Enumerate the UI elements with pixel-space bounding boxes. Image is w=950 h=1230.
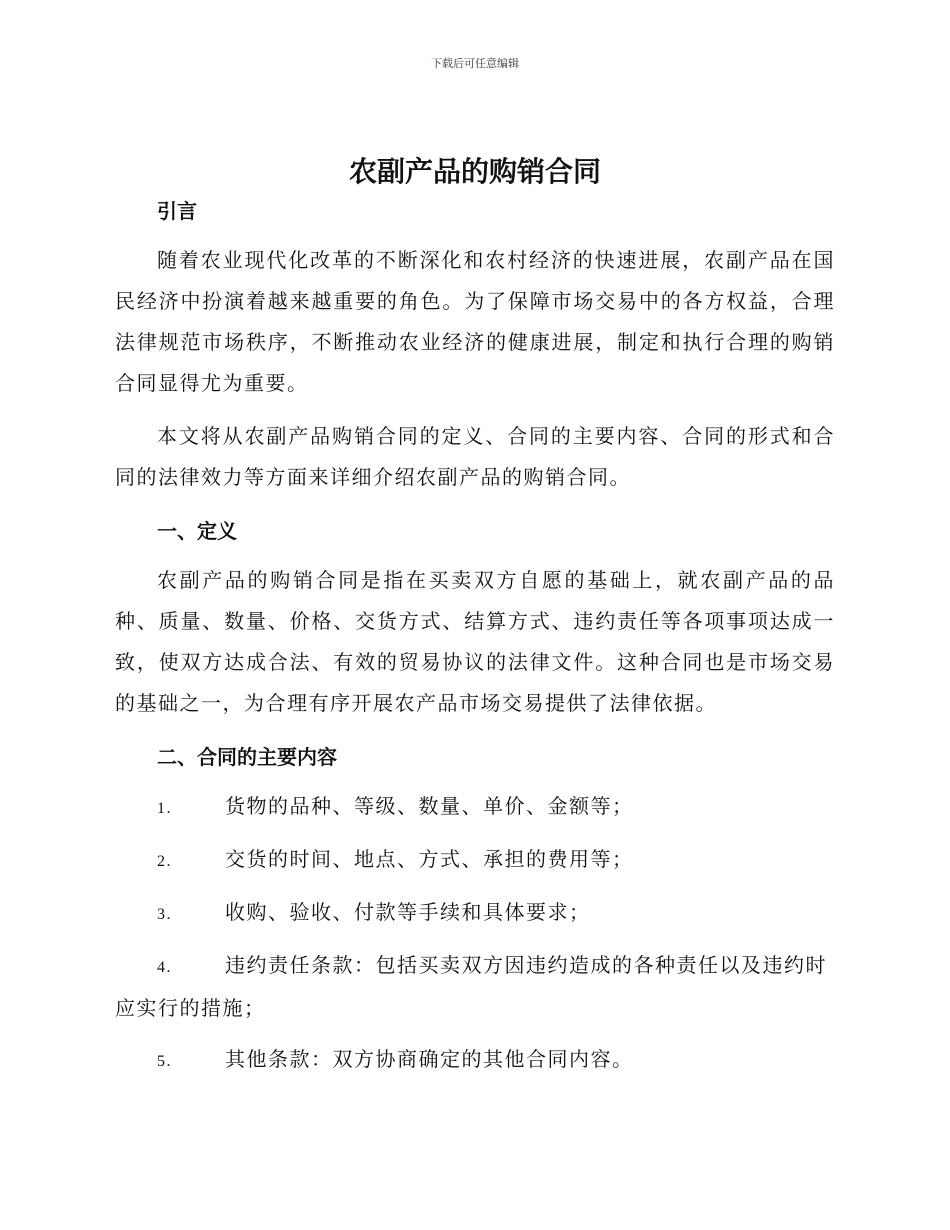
list-item (115, 786, 835, 829)
intro-paragraph-1: 随着农业现代化改革的不断深化和农村经济的快速进展，农副产品在国民经济中扮演着越来越重要的角色。为了保障市场交易中的各方权益，合理法律规范市场秩序，不断推动农业经济的健康进展，制定和执行合理的购销合同显得尤为重要。 (115, 248, 835, 395)
document-body (115, 190, 835, 1092)
list-item (115, 945, 835, 1029)
main-content-heading: 二、合同的主要内容 (157, 745, 337, 769)
list-item-number: 5. (157, 1053, 172, 1070)
document-title: 农副产品的购销合同 (348, 155, 601, 188)
header-note: 下载后可任意编辑 (431, 57, 519, 70)
intro-paragraph-2: 本文将从农副产品购销合同的定义、合同的主要内容、合同的形式和合同的法律效力等方面来详细介绍农副产品的购销合同。 (115, 424, 835, 489)
list-item-number: 3. (157, 906, 172, 923)
list-item (115, 839, 835, 882)
list-item-text: 交货的时间、地点、方式、承担的费用等； (225, 847, 634, 871)
intro-heading: 引言 (157, 199, 197, 223)
list-item (115, 892, 835, 935)
list-item-text: 货物的品种、等级、数量、单价、金额等； (225, 794, 634, 818)
list-item-number: 2. (157, 853, 172, 870)
list-item-number: 1. (157, 800, 172, 817)
definition-paragraph: 农副产品的购销合同是指在买卖双方自愿的基础上，就农副产品的品种、质量、数量、价格、交货方式、结算方式、违约责任等各项事项达成一致，使双方达成合法、有效的贸易协议的法律文件。这种合同也是市场交易的基础之一，为合理有序开展农产品市场交易提供了法律依据。 (115, 568, 835, 715)
list-item-text: 违约责任条款：包括买卖双方因违约造成的各种责任以及违约时应实行的措施； (115, 953, 827, 1020)
list-item-number: 4. (157, 959, 172, 976)
list-item (115, 1039, 835, 1082)
list-item-text: 收购、验收、付款等手续和具体要求； (225, 900, 591, 924)
definition-heading: 一、定义 (157, 519, 237, 543)
list-item-text: 其他条款：双方协商确定的其他合同内容。 (225, 1047, 634, 1071)
